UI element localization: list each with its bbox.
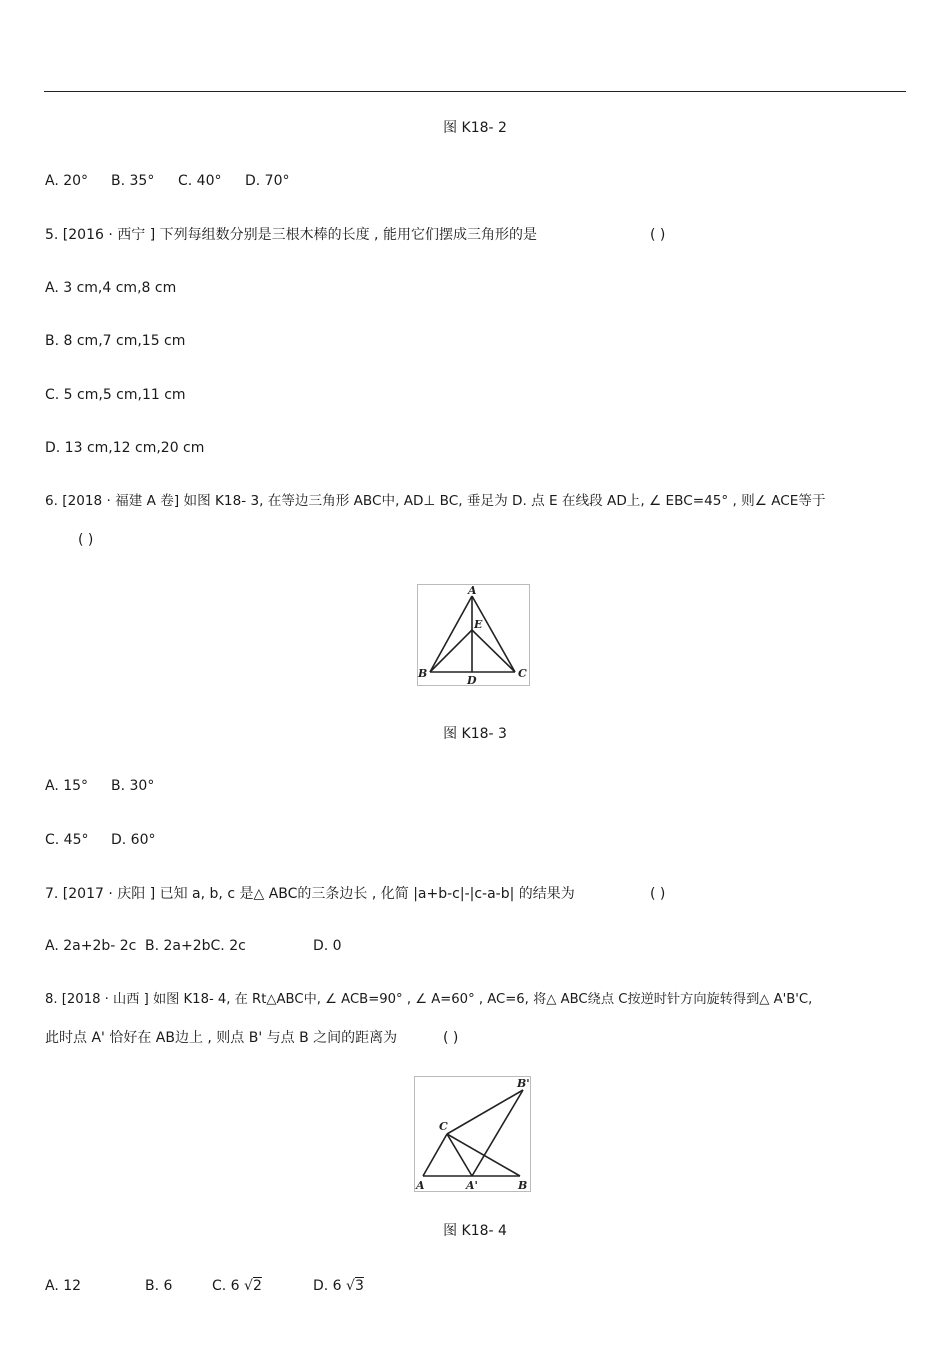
fig4-label-b: B [518,1179,528,1192]
q5-option-d: D. 13 cm,12 cm,20 cm [45,440,205,456]
q8-option-a: A. 12 [45,1278,82,1294]
q4-option-b: B. 35° [111,173,155,189]
figure-caption-k18-4: 图 K18- 4 [443,1223,507,1239]
q8-option-d-text: D. 6 [313,1278,342,1294]
fig3-label-d: D [467,674,477,686]
fig4-label-a: A [416,1179,425,1192]
q6-stem: 6. [2018 · 福建 A 卷] 如图 K18- 3, 在等边三角形 ABC中, AD⊥ BC, 垂足为 D. 点 E 在线段 AD上, ∠ EBC=45° , 则∠ ACE等于 [45,493,826,509]
fig3-label-e: E [474,618,483,631]
fig4-label-c: C [439,1120,448,1133]
top-rule [44,91,906,92]
q7-option-bc: B. 2a+2bC. 2c [145,938,246,954]
q5-option-c: C. 5 cm,5 cm,11 cm [45,387,186,403]
q8-stem-line-2: 此时点 A' 恰好在 AB边上 , 则点 B' 与点 B 之间的距离为 [45,1030,398,1046]
fig3-label-b: B [418,667,428,680]
q6-option-a: A. 15° [45,778,89,794]
q8-option-b: B. 6 [145,1278,173,1294]
q5-answer-paren: ( ) [650,227,666,243]
q5-option-b: B. 8 cm,7 cm,15 cm [45,333,186,349]
q6-answer-paren: ( ) [78,532,94,548]
q8-option-c: C. 6 √2 [212,1278,262,1294]
q7-stem: 7. [2017 · 庆阳 ] 已知 a, b, c 是△ ABC的三条边长 , 化简 |a+b-c|-|c-a-b| 的结果为 [45,886,575,902]
q8-answer-paren: ( ) [443,1030,459,1046]
fig4-label-a-prime: A' [466,1179,478,1192]
q6-option-d: D. 60° [111,832,156,848]
q5-option-a: A. 3 cm,4 cm,8 cm [45,280,177,296]
q8-option-c-text: C. 6 [212,1278,240,1294]
q8-option-d-radicand: 3 [354,1278,364,1294]
q4-option-c: C. 40° [178,173,222,189]
q7-option-a: A. 2a+2b- 2c [45,938,137,954]
q6-option-b: B. 30° [111,778,155,794]
figure-caption-k18-3: 图 K18- 3 [443,726,507,742]
q8-stem-line-1: 8. [2018 · 山西 ] 如图 K18- 4, 在 Rt△ABC中, ∠ ACB=90° , ∠ A=60° , AC=6, 将△ ABC绕点 C按逆时针方向旋转得到△ A'B'C, [45,992,813,1007]
figure-caption-k18-2: 图 K18- 2 [443,120,507,136]
q4-option-a: A. 20° [45,173,89,189]
q7-option-d: D. 0 [313,938,342,954]
q7-answer-paren: ( ) [650,886,666,902]
figure-k18-4 [414,1076,531,1192]
fig3-label-c: C [518,667,527,680]
q8-option-d: D. 6 √3 [313,1278,364,1294]
q5-stem: 5. [2016 · 西宁 ] 下列每组数分别是三根木棒的长度 , 能用它们摆成三角形的是 [45,227,537,243]
q4-option-d: D. 70° [245,173,290,189]
q6-option-c: C. 45° [45,832,89,848]
fig3-label-a: A [468,584,477,597]
fig4-label-b-prime: B' [517,1077,530,1090]
q8-option-c-radicand: 2 [252,1278,262,1294]
figure-k18-3 [417,584,530,686]
